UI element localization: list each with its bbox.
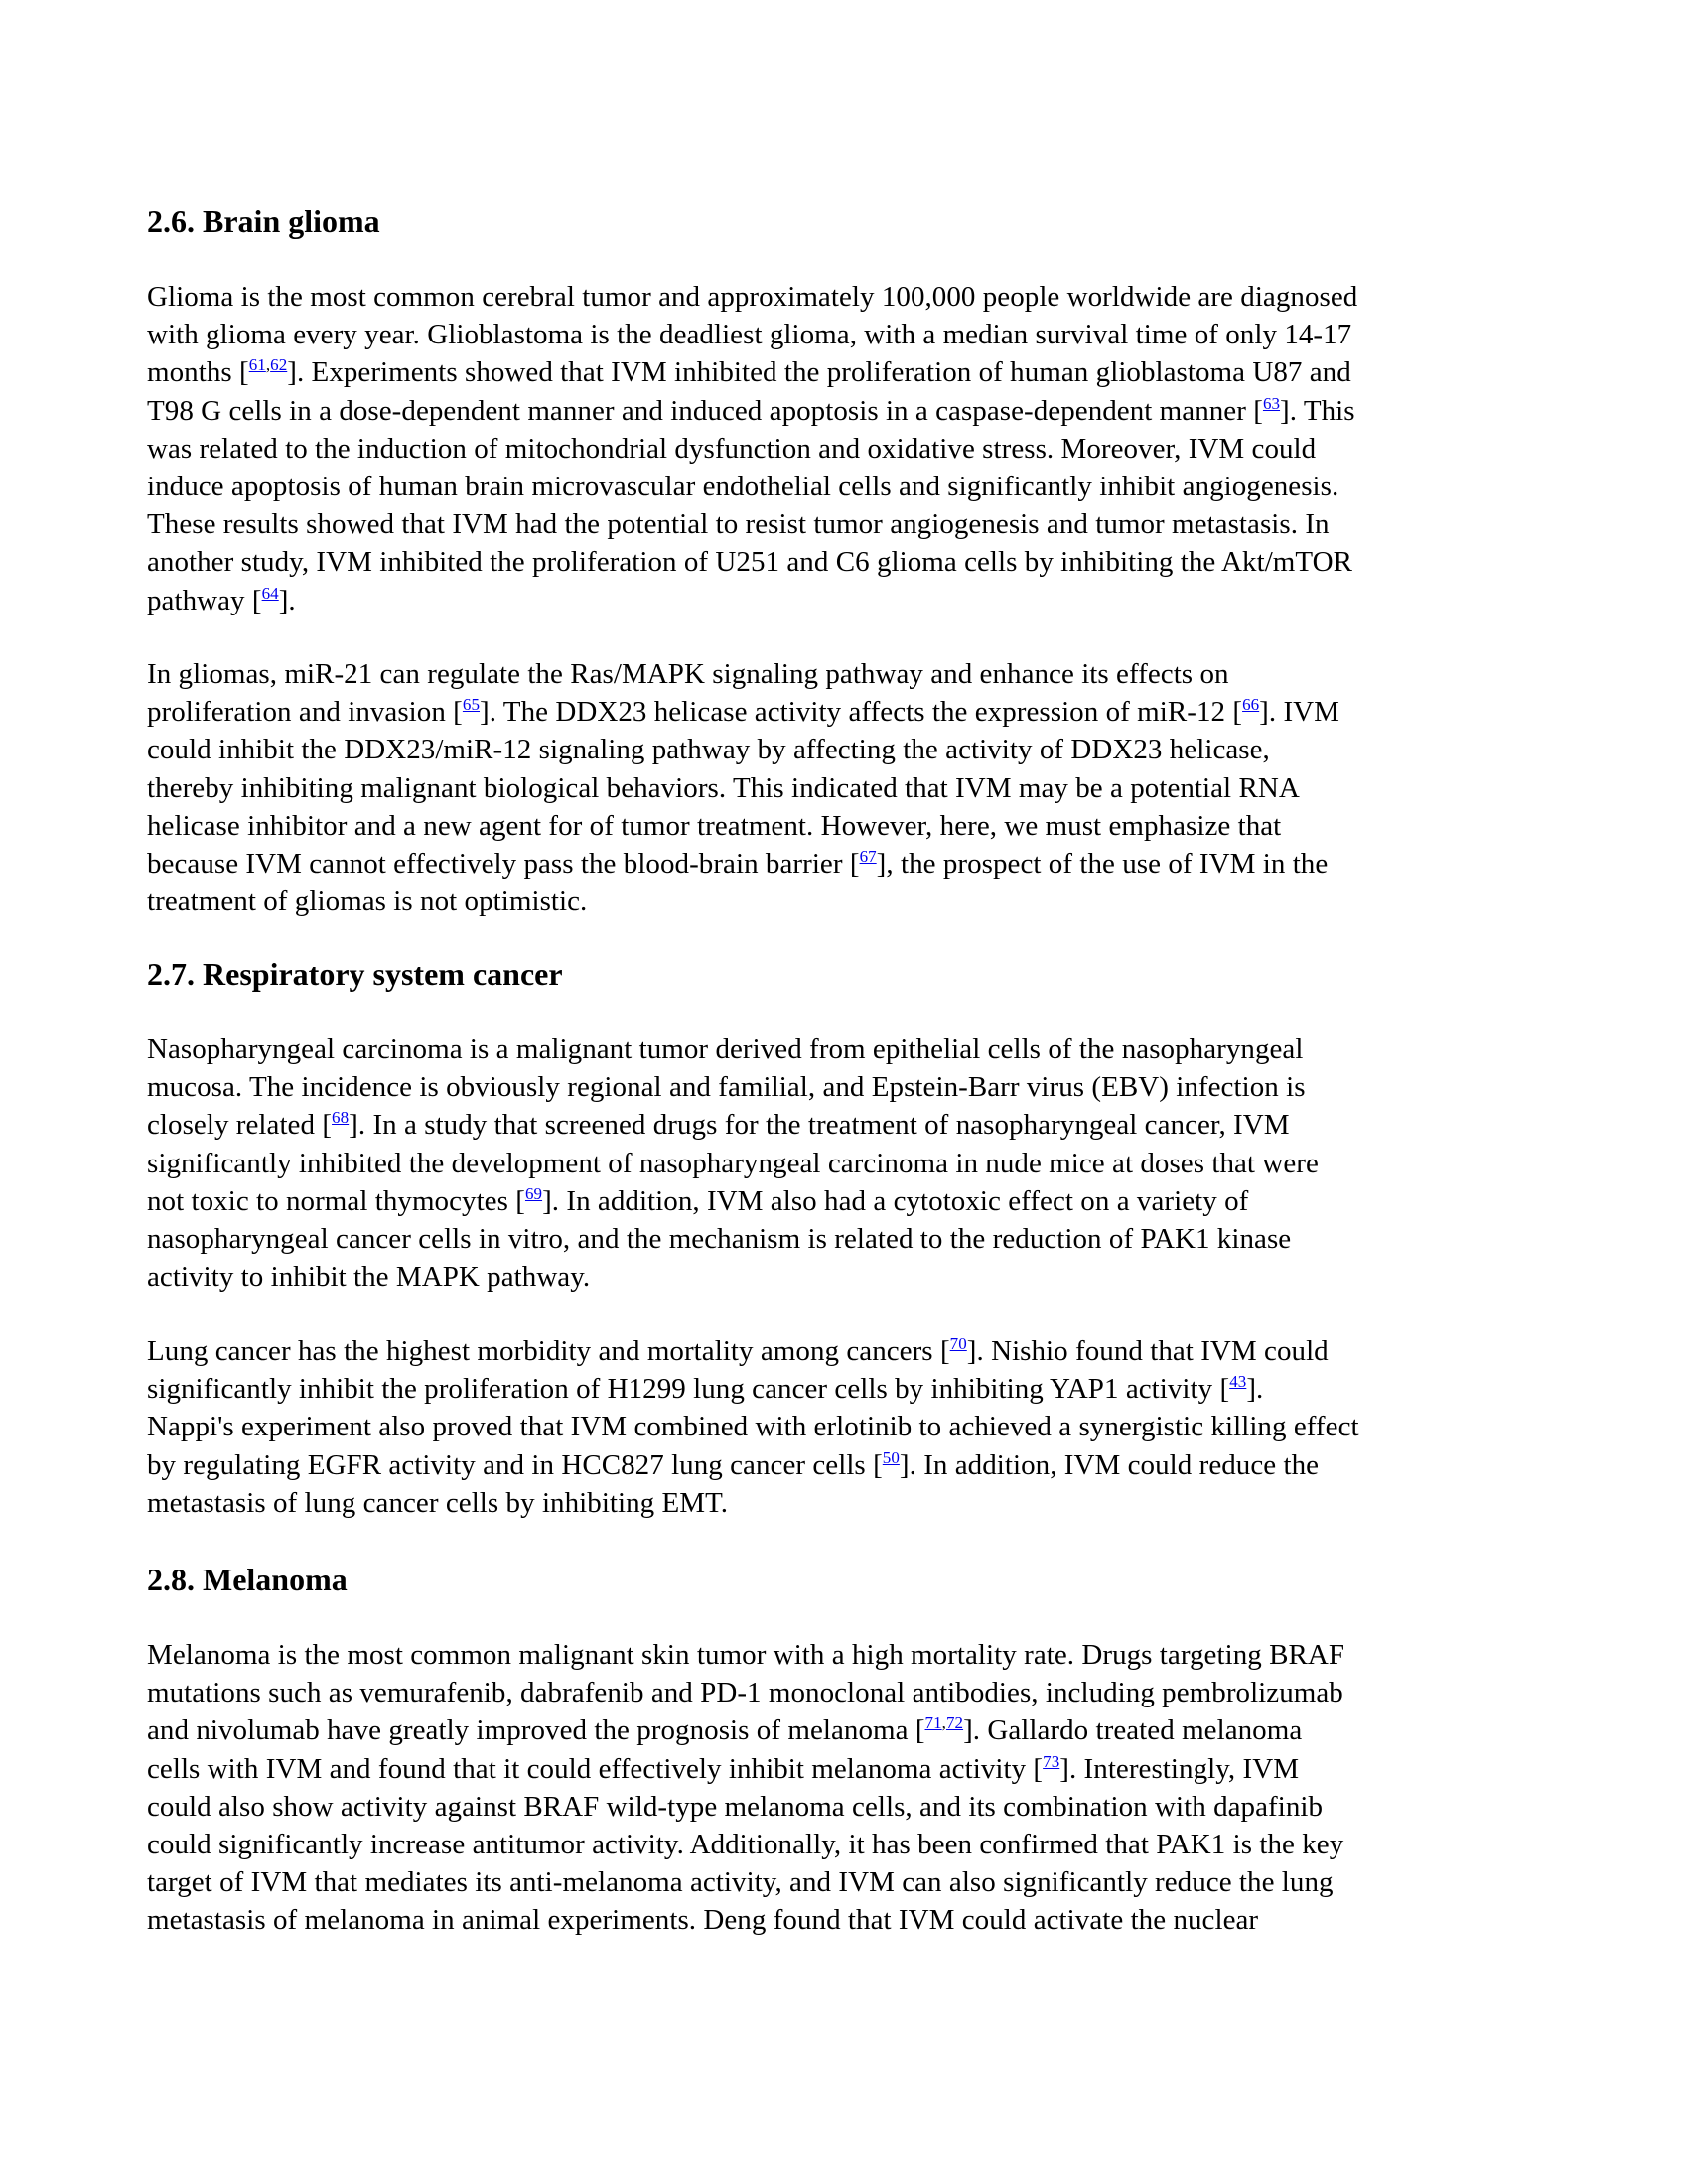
text-line xyxy=(147,845,1547,883)
citation-link[interactable]: 43 xyxy=(1229,1372,1247,1392)
text-run: ]. Experiments showed that IVM inhibited the proliferation of human glioblastoma U87 and xyxy=(287,356,1351,389)
text-run: ]. xyxy=(278,584,296,616)
body-paragraph xyxy=(147,278,1547,619)
text-run: Melanoma is the most common malignant skin tumor with a high mortality rate. Drugs targeting BRAF xyxy=(147,1639,1345,1671)
body-paragraph xyxy=(147,1030,1547,1296)
citation-link[interactable]: 68 xyxy=(332,1108,350,1128)
text-run: ]. Gallardo treated melanoma xyxy=(963,1714,1303,1747)
text-line xyxy=(147,1332,1547,1370)
text-run: and nivolumab have greatly improved the prognosis of melanoma [ xyxy=(147,1714,925,1747)
citation-link[interactable]: 73 xyxy=(1043,1751,1060,1771)
text-line xyxy=(147,1788,1547,1826)
section-heading: 2.8. Melanoma xyxy=(147,1562,348,1597)
text-run: Nasopharyngeal carcinoma is a malignant tumor derived from epithelial cells of the nasopharyngeal xyxy=(147,1033,1304,1065)
text-line xyxy=(147,353,1547,391)
text-line xyxy=(147,883,1547,920)
text-line xyxy=(147,1711,1547,1749)
text-run: induce apoptosis of human brain microvascular endothelial cells and significantly inhibit angiogenesis. xyxy=(147,471,1339,503)
citation-separator: , xyxy=(265,355,271,375)
text-line xyxy=(147,1826,1547,1863)
text-run: Nappi's experiment also proved that IVM combined with erlotinib to achieved a synergistic killing effect xyxy=(147,1411,1359,1443)
text-line xyxy=(147,1182,1547,1220)
text-run: ]. Interestingly, IVM xyxy=(1059,1752,1300,1785)
text-line xyxy=(147,1408,1547,1445)
text-line xyxy=(147,1030,1547,1068)
text-run: ]. In addition, IVM also had a cytotoxic effect on a variety of xyxy=(542,1184,1249,1217)
text-run: by regulating EGFR activity and in HCC827 lung cancer cells [ xyxy=(147,1448,883,1481)
text-run: proliferation and invasion [ xyxy=(147,696,463,729)
text-line xyxy=(147,1068,1547,1106)
text-line xyxy=(147,1863,1547,1901)
text-line xyxy=(147,430,1547,468)
text-run: mutations such as vemurafenib, dabrafenib and PD-1 monoclonal antibodies, including pembrolizumab xyxy=(147,1677,1343,1709)
citation-link[interactable]: 70 xyxy=(949,1334,967,1353)
text-line xyxy=(147,582,1547,619)
citation-link[interactable]: 71 xyxy=(924,1713,942,1733)
text-run: was related to the induction of mitochondrial dysfunction and oxidative stress. Moreover, IVM could xyxy=(147,432,1317,465)
text-run: cells with IVM and found that it could effectively inhibit melanoma activity [ xyxy=(147,1752,1044,1785)
text-run: another study, IVM inhibited the proliferation of U251 and C6 glioma cells by inhibiting the Akt/mTOR xyxy=(147,546,1353,579)
citation-link[interactable]: 50 xyxy=(882,1447,900,1467)
text-run: ]. In addition, IVM could reduce the xyxy=(899,1448,1320,1481)
text-line xyxy=(147,769,1547,807)
text-run: closely related [ xyxy=(147,1109,333,1142)
text-line xyxy=(147,278,1547,316)
text-line xyxy=(147,543,1547,581)
text-line xyxy=(147,392,1547,430)
text-run: metastasis of melanoma in animal experiments. Deng found that IVM could activate the nuclear xyxy=(147,1904,1259,1937)
body-paragraph xyxy=(147,1332,1547,1522)
text-line xyxy=(147,1901,1547,1939)
text-line xyxy=(147,1674,1547,1711)
text-run: ]. Nishio found that IVM could xyxy=(966,1335,1329,1367)
text-line xyxy=(147,1106,1547,1144)
text-run: activity to inhibit the MAPK pathway. xyxy=(147,1261,591,1294)
text-run: months [ xyxy=(147,356,249,389)
text-run: helicase inhibitor and a new agent for of tumor treatment. However, here, we must emphasize that xyxy=(147,809,1282,842)
citation-link[interactable]: 63 xyxy=(1262,393,1281,413)
text-run: T98 G cells in a dose-dependent manner and induced apoptosis in a caspase-dependent manner [ xyxy=(147,394,1263,427)
text-line xyxy=(147,731,1547,768)
citation-separator: , xyxy=(941,1713,946,1733)
citation-link[interactable]: 65 xyxy=(462,695,481,715)
text-run: could significantly increase antitumor activity. Additionally, it has been confirmed that PAK1 is the key xyxy=(147,1829,1344,1861)
text-line xyxy=(147,1258,1547,1296)
text-run: ]. This xyxy=(1280,394,1355,427)
citation-link[interactable]: 72 xyxy=(945,1713,964,1733)
text-line xyxy=(147,1220,1547,1258)
text-run: nasopharyngeal cancer cells in vitro, and the mechanism is related to the reduction of PAK1 kinase xyxy=(147,1223,1292,1256)
text-run: In gliomas, miR-21 can regulate the Ras/MAPK signaling pathway and enhance its effects on xyxy=(147,658,1229,690)
text-run: ]. xyxy=(1246,1373,1264,1406)
citation-link[interactable]: 66 xyxy=(1242,695,1260,715)
text-line xyxy=(147,807,1547,845)
text-run: These results showed that IVM had the potential to resist tumor angiogenesis and tumor metastasis. In xyxy=(147,508,1330,541)
text-line xyxy=(147,1484,1547,1522)
text-run: because IVM cannot effectively pass the blood-brain barrier [ xyxy=(147,848,860,881)
text-run: ]. In a study that screened drugs for the treatment of nasopharyngeal cancer, IVM xyxy=(349,1109,1290,1142)
text-run: mucosa. The incidence is obviously regional and familial, and Epstein-Barr virus (EBV) infection is xyxy=(147,1071,1306,1104)
text-run: could inhibit the DDX23/miR-12 signaling pathway by affecting the activity of DDX23 helicase, xyxy=(147,734,1270,766)
citation-link[interactable]: 64 xyxy=(261,583,279,603)
section-heading: 2.7. Respiratory system cancer xyxy=(147,956,563,992)
text-line xyxy=(147,316,1547,353)
body-paragraph xyxy=(147,655,1547,920)
text-run: ]. The DDX23 helicase activity affects the expression of miR-12 [ xyxy=(480,696,1243,729)
text-run: with glioma every year. Glioblastoma is the deadliest glioma, with a median survival time of only 14-17 xyxy=(147,319,1352,351)
section-heading: 2.6. Brain glioma xyxy=(147,204,380,239)
text-line xyxy=(147,468,1547,505)
text-run: significantly inhibit the proliferation of H1299 lung cancer cells by inhibiting YAP1 activity [ xyxy=(147,1373,1230,1406)
body-paragraph xyxy=(147,1636,1547,1940)
text-run: thereby inhibiting malignant biological behaviors. This indicated that IVM may be a potential RNA xyxy=(147,771,1300,804)
text-run: metastasis of lung cancer cells by inhibiting EMT. xyxy=(147,1486,729,1519)
text-line xyxy=(147,1446,1547,1484)
text-line xyxy=(147,1145,1547,1182)
text-run: could also show activity against BRAF wild-type melanoma cells, and its combination with dapafinib xyxy=(147,1790,1324,1823)
text-run: pathway [ xyxy=(147,584,262,616)
citation-link[interactable]: 67 xyxy=(859,847,877,867)
text-run: Lung cancer has the highest morbidity and mortality among cancers [ xyxy=(147,1335,950,1367)
citation-link[interactable]: 61 xyxy=(248,355,266,375)
text-line xyxy=(147,655,1547,693)
text-run: ], the prospect of the use of IVM in the xyxy=(876,848,1329,881)
text-line xyxy=(147,693,1547,731)
text-run: significantly inhibited the development of nasopharyngeal carcinoma in nude mice at doses that were xyxy=(147,1147,1319,1179)
text-run: treatment of gliomas is not optimistic. xyxy=(147,886,588,918)
text-line xyxy=(147,505,1547,543)
text-run: not toxic to normal thymocytes [ xyxy=(147,1184,525,1217)
text-line xyxy=(147,1370,1547,1408)
text-line xyxy=(147,1636,1547,1674)
citation-link[interactable]: 62 xyxy=(270,355,288,375)
text-run: ]. IVM xyxy=(1259,696,1340,729)
citation-link[interactable]: 69 xyxy=(524,1183,543,1203)
text-run: target of IVM that mediates its anti-melanoma activity, and IVM can also significantly reduce the lung xyxy=(147,1866,1334,1899)
text-line xyxy=(147,1750,1547,1788)
text-run: Glioma is the most common cerebral tumor and approximately 100,000 people worldwide are diagnosed xyxy=(147,281,1358,313)
